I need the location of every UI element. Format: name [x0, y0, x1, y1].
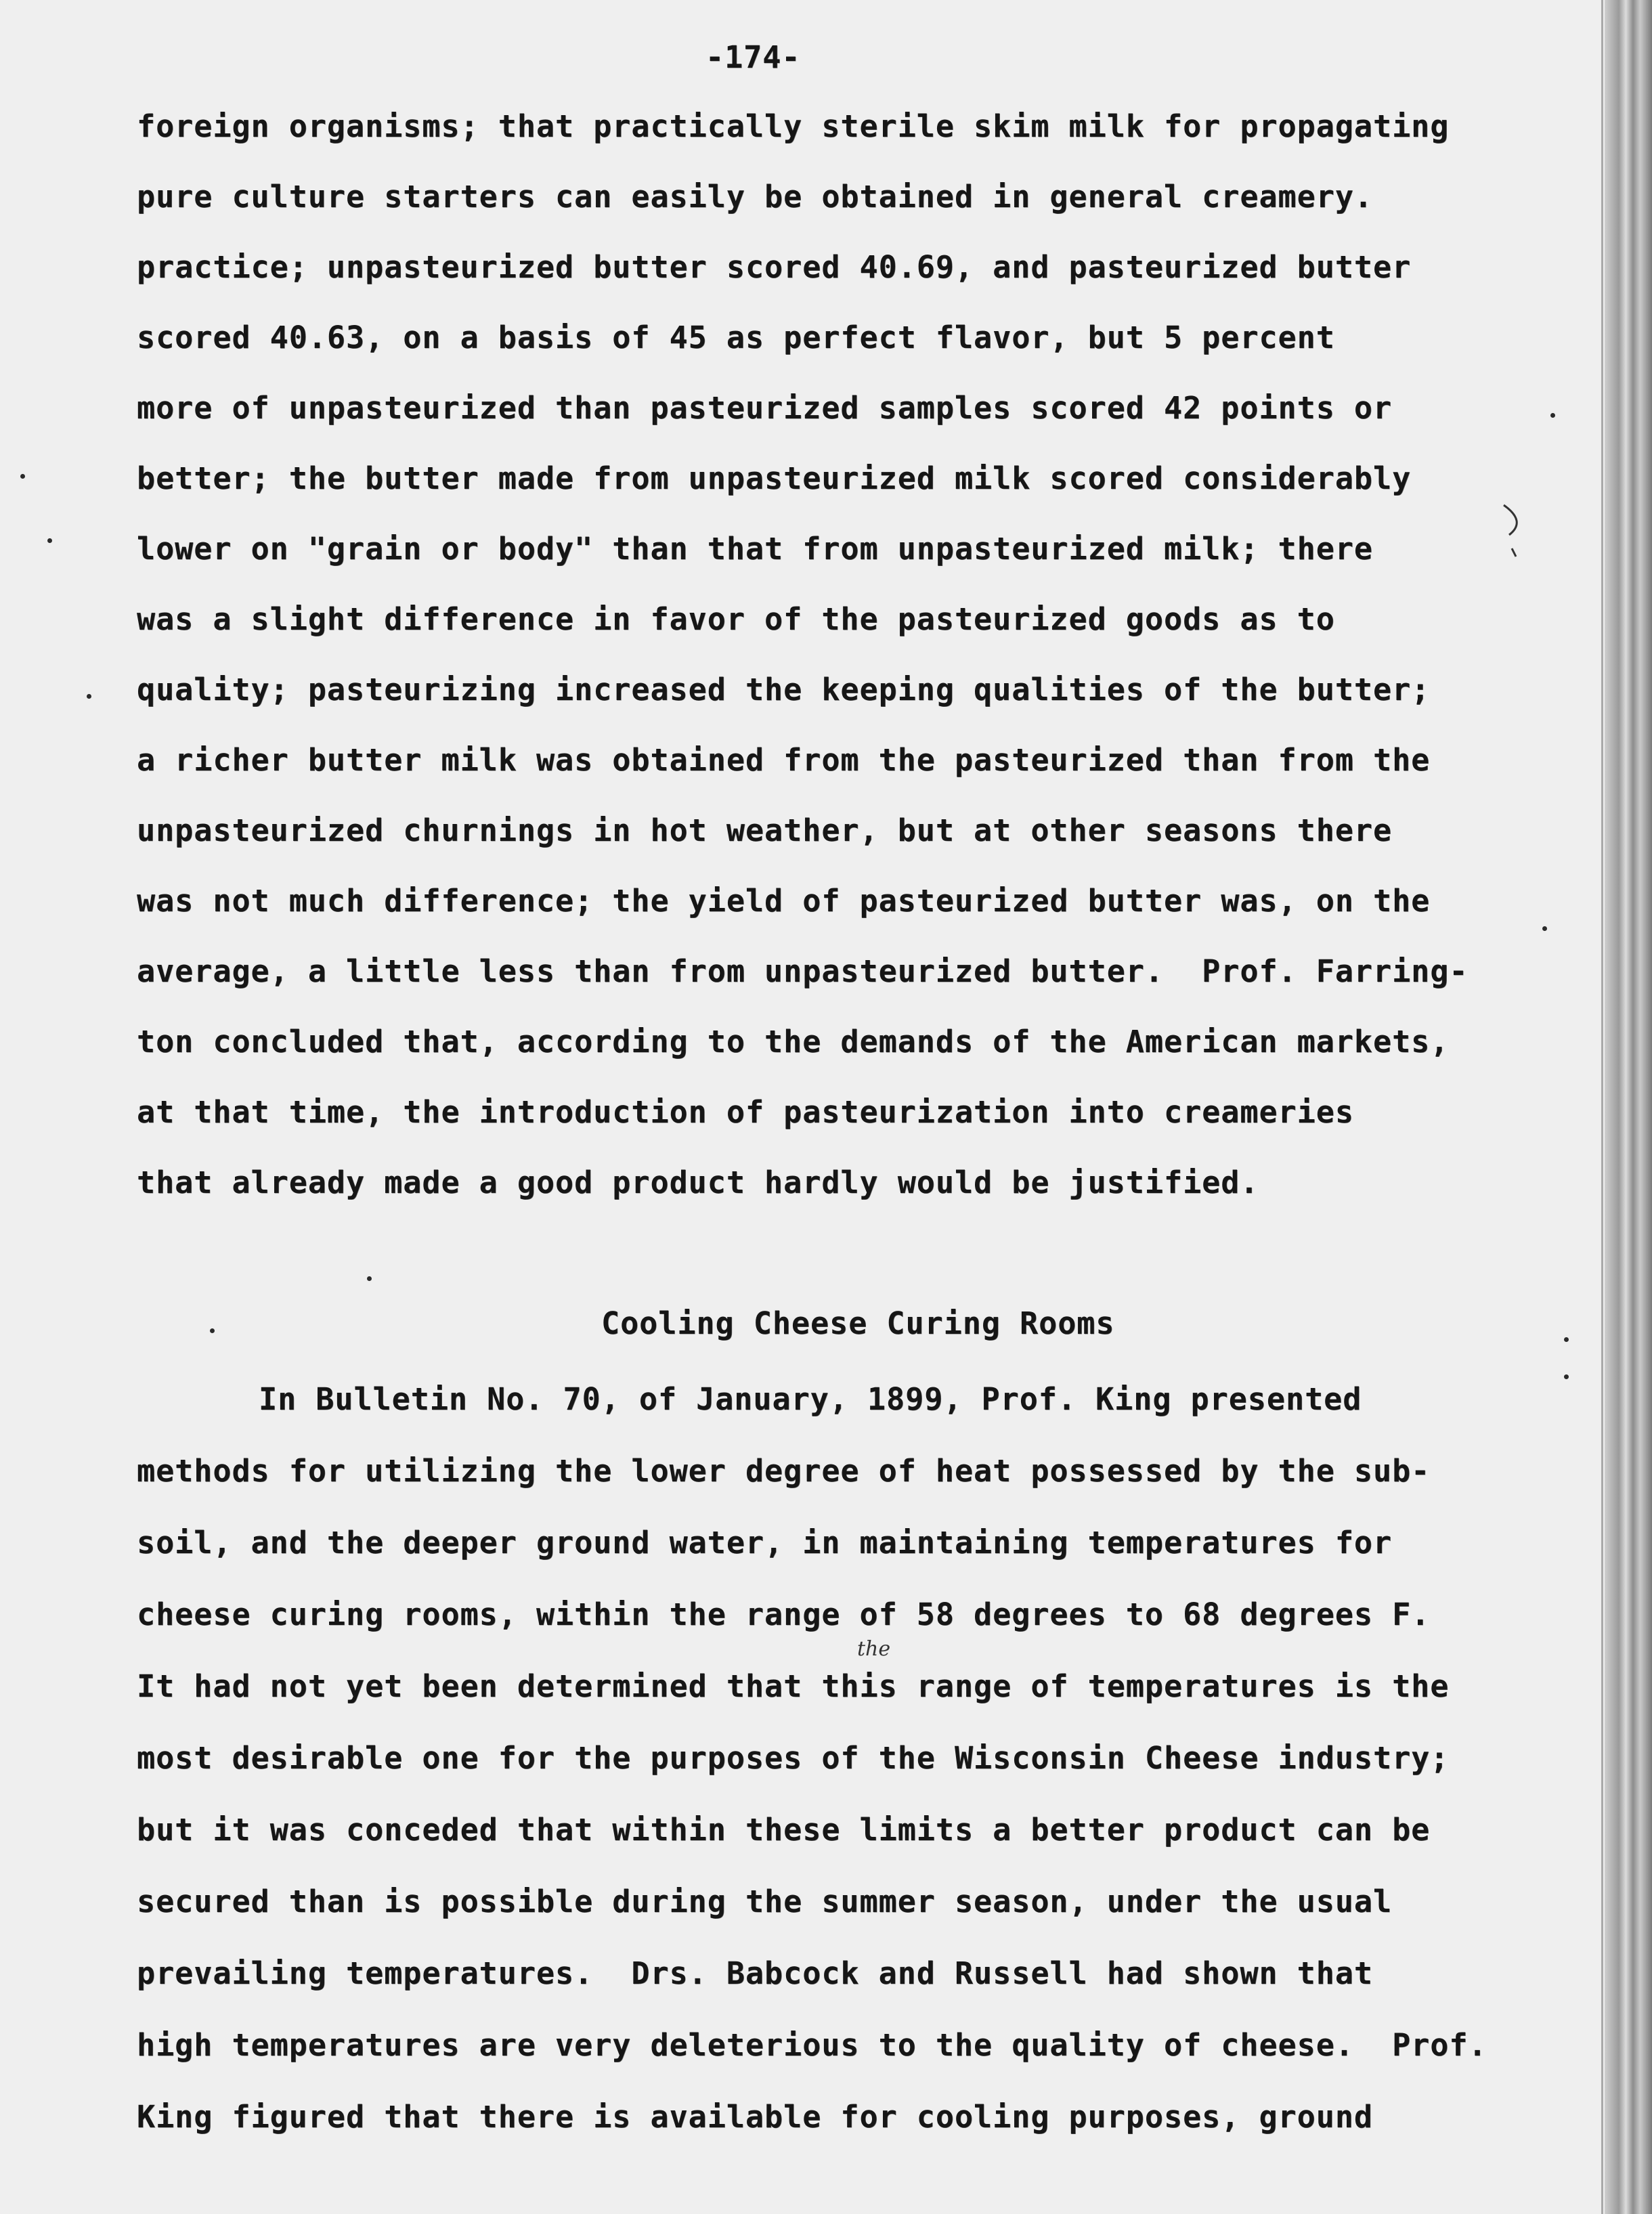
text-line: a richer butter milk was obtained from the pasteurized than from the — [137, 742, 1431, 778]
text-line: better; the butter made from unpasteurized milk scored considerably — [137, 460, 1412, 496]
text-line: pure culture starters can easily be obtained in general creamery. — [137, 179, 1373, 215]
text-line: ton concluded that, according to the demands of the American markets, — [137, 1024, 1450, 1060]
scan-speck — [210, 1328, 215, 1333]
page-number: -174- — [705, 39, 801, 75]
scan-speck — [1564, 1337, 1569, 1342]
text-line: more of unpasteurized than pasteurized samples scored 42 points or — [137, 390, 1393, 426]
text-line: King figured that there is available for cooling purposes, ground — [137, 2099, 1373, 2135]
stacked-page-edges — [1605, 0, 1652, 2214]
text-line: average, a little less than from unpasteurized butter. Prof. Farring- — [137, 953, 1469, 989]
scan-speck — [47, 538, 52, 543]
section-heading: Cooling Cheese Curing Rooms — [601, 1305, 1115, 1341]
text-line: lower on "grain or body" than that from unpasteurized milk; there — [137, 531, 1373, 567]
scan-speck — [87, 694, 91, 699]
text-line: soil, and the deeper ground water, in maintaining temperatures for — [137, 1525, 1393, 1561]
text-line: unpasteurized churnings in hot weather, but at other seasons there — [137, 812, 1393, 848]
text-line: scored 40.63, on a basis of 45 as perfect flavor, but 5 percent — [137, 320, 1335, 355]
text-line: but it was conceded that within these limits a better product can be — [137, 1812, 1431, 1848]
scan-speck — [1550, 413, 1555, 418]
scan-speck — [1542, 926, 1547, 931]
page-binding-shadow — [1601, 0, 1603, 2214]
scan-speck — [367, 1276, 372, 1281]
handwritten-correction: the — [857, 1637, 891, 1661]
margin-check-mark — [1500, 501, 1534, 562]
scan-speck — [20, 474, 25, 479]
text-line: high temperatures are very deleterious to the quality of cheese. Prof. — [137, 2027, 1487, 2063]
text-line: It had not yet been determined that this range of temperatures is the — [137, 1668, 1450, 1704]
scan-speck — [1564, 1374, 1569, 1379]
text-line: methods for utilizing the lower degree of heat possessed by the sub- — [137, 1453, 1431, 1489]
text-line: most desirable one for the purposes of the Wisconsin Cheese industry; — [137, 1740, 1450, 1776]
text-line: at that time, the introduction of pasteurization into creameries — [137, 1094, 1354, 1130]
text-line: quality; pasteurizing increased the keeping qualities of the butter; — [137, 672, 1431, 708]
text-line: was not much difference; the yield of pasteurized butter was, on the — [137, 883, 1431, 919]
text-line: practice; unpasteurized butter scored 40.69, and pasteurized butter — [137, 249, 1412, 285]
text-line: foreign organisms; that practically sterile skim milk for propagating — [137, 108, 1450, 144]
text-line: that already made a good product hardly would be justified. — [137, 1165, 1259, 1200]
text-line: In Bulletin No. 70, of January, 1899, Prof. King presented — [259, 1381, 1362, 1417]
text-line: cheese curing rooms, within the range of 58 degrees to 68 degrees F. — [137, 1597, 1431, 1632]
text-line: was a slight difference in favor of the pasteurized goods as to — [137, 601, 1335, 637]
text-line: prevailing temperatures. Drs. Babcock and Russell had shown that — [137, 1955, 1373, 1991]
text-line: secured than is possible during the summer season, under the usual — [137, 1884, 1393, 1919]
